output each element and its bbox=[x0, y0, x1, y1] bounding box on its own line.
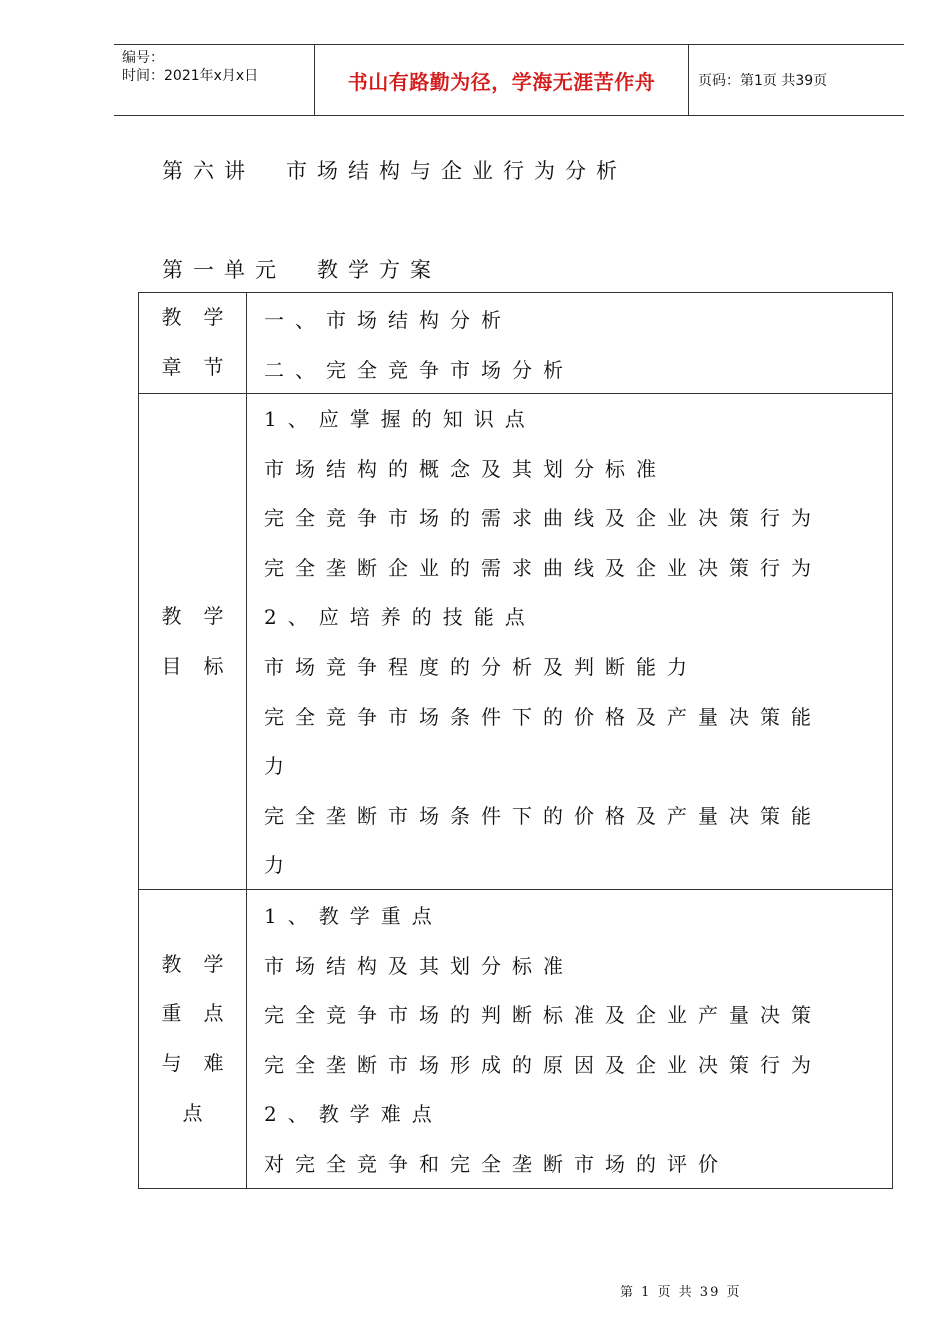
content-line: 1、应掌握的知识点 bbox=[264, 407, 536, 431]
content-line: 完全竞争市场的需求曲线及企业决策行为 bbox=[264, 506, 822, 531]
content-line: 市场竞争程度的分析及判断能力 bbox=[264, 654, 698, 679]
row-label-line: 点 bbox=[182, 1100, 225, 1125]
content-line: 完全竞争市场条件下的价格及产量决策能 bbox=[264, 704, 822, 729]
doc-meta bbox=[114, 45, 314, 115]
content-line: 完全垄断企业的需求曲线及企业决策行为 bbox=[264, 555, 822, 580]
table-column-divider bbox=[246, 293, 247, 1188]
content-line: 一、市场结构分析 bbox=[264, 308, 512, 332]
header-page-info: 页码：第1页 共39页 bbox=[698, 73, 828, 89]
header-motto: 书山有路勤为径，学海无涯苦作舟 bbox=[347, 69, 656, 94]
content-line: 力 bbox=[264, 754, 295, 779]
content-line: 完全垄断市场条件下的价格及产量决策能 bbox=[264, 803, 822, 828]
lecture-title: 第六讲 市场结构与企业行为分析 bbox=[162, 159, 627, 183]
unit-title: 第一单元 教学方案 bbox=[162, 258, 441, 282]
row-content-key-points bbox=[264, 892, 884, 1190]
row-label-line: 教学 bbox=[161, 305, 246, 330]
header-divider bbox=[688, 45, 689, 115]
content-line: 1、教学重点 bbox=[264, 904, 443, 928]
row-label-key-points bbox=[139, 890, 246, 1188]
row-label-line: 目标 bbox=[161, 653, 246, 678]
content-line: 完全垄断市场形成的原因及企业决策行为 bbox=[264, 1052, 822, 1077]
doc-time-label: 时间：2021年x月x日 bbox=[122, 68, 259, 84]
page-footer: 第 1 页 共 39 页 bbox=[620, 1285, 742, 1300]
row-label-line: 教学 bbox=[161, 603, 246, 628]
content-line: 2、应培养的技能点 bbox=[264, 605, 536, 630]
content-line: 对完全竞争和完全垄断市场的评价 bbox=[264, 1151, 729, 1176]
row-content-objectives bbox=[264, 395, 884, 891]
row-label-chapters bbox=[139, 293, 246, 393]
content-line: 完全竞争市场的判断标准及企业产量决策 bbox=[264, 1003, 822, 1028]
teaching-plan-table bbox=[138, 292, 893, 1189]
row-label-line: 教学 bbox=[161, 951, 246, 976]
page-header bbox=[114, 44, 904, 116]
row-label-objectives bbox=[139, 394, 246, 889]
content-line: 力 bbox=[264, 853, 295, 878]
row-label-line: 与难 bbox=[161, 1051, 246, 1075]
row-label-line: 重点 bbox=[161, 1001, 246, 1026]
row-label-line: 章节 bbox=[161, 355, 246, 379]
doc-number-label: 编号： bbox=[122, 50, 164, 66]
row-content-chapters bbox=[264, 296, 884, 395]
content-line: 市场结构及其划分标准 bbox=[264, 953, 574, 978]
content-line: 2、教学难点 bbox=[264, 1102, 443, 1127]
content-line: 二、完全竞争市场分析 bbox=[264, 357, 574, 382]
content-line: 市场结构的概念及其划分标准 bbox=[264, 456, 667, 481]
